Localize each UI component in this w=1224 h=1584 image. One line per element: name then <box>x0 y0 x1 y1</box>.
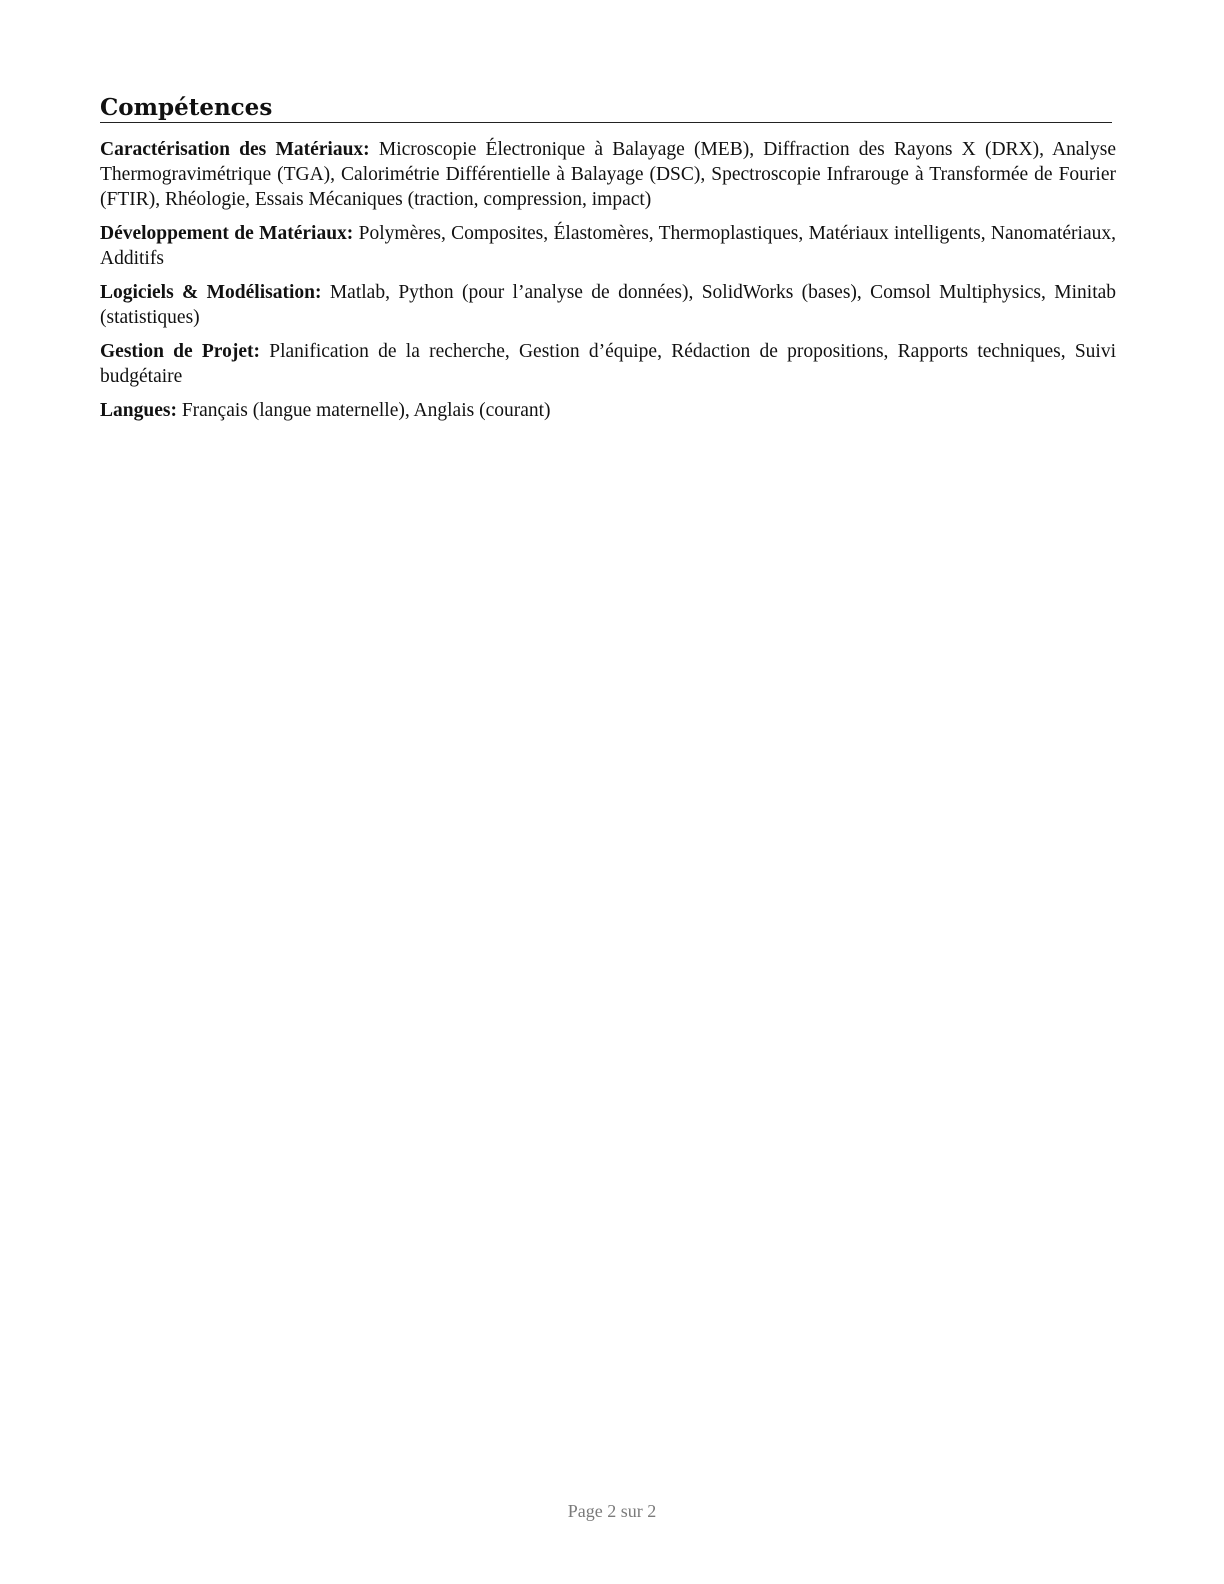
skill-text: Planification de la recherche, Gestion d’équipe, Rédaction de propositions, Rapports techniques, Suivi budgétaire <box>100 341 1116 387</box>
section-title: Compétences <box>100 94 1112 123</box>
skill-label: Logiciels & Modélisation: <box>100 282 322 303</box>
skill-materials-characterization <box>100 137 1116 212</box>
skill-label: Langues: <box>100 400 177 421</box>
skill-languages <box>100 398 1116 423</box>
skill-label: Caractérisation des Matériaux: <box>100 139 370 160</box>
skill-text: Polymères, Composites, Élastomères, Thermoplastiques, Matériaux intelligents, Nanomatériaux, Additifs <box>100 223 1117 269</box>
page-number-footer: Page 2 sur 2 <box>567 1501 657 1521</box>
skill-software-modeling <box>100 280 1116 330</box>
skill-text: Français (langue maternelle), Anglais (courant) <box>181 400 551 421</box>
document-body <box>100 94 1116 432</box>
skill-label: Gestion de Projet: <box>100 341 260 362</box>
skills-list <box>100 137 1116 423</box>
skill-project-management <box>100 339 1116 389</box>
skill-materials-development <box>100 221 1116 271</box>
skill-text: Microscopie Électronique à Balayage (MEB), Diffraction des Rayons X (DRX), Analyse Thermogravimétrique (TGA), Calorimétrie Différentielle à Balayage (DSC), Spectroscopie Infrarouge à Transformée de Fourier (FTIR), Rhéologie, Essais Mécaniques (traction, compression, impact) <box>100 139 1117 210</box>
skill-text: Matlab, Python (pour l’analyse de données), SolidWorks (bases), Comsol Multiphysics, Minitab (statistiques) <box>100 282 1117 328</box>
skill-label: Développement de Matériaux: <box>100 223 354 244</box>
